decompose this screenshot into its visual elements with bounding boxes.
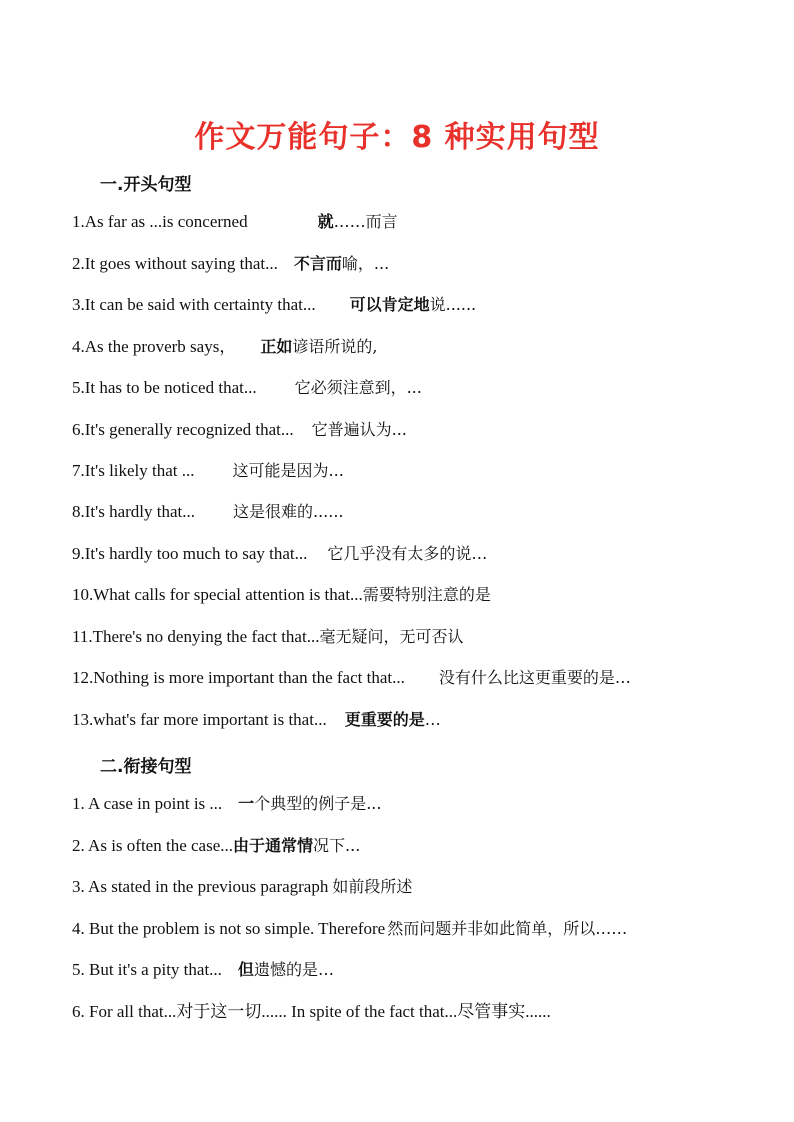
sentence-zh-bold: 更重要的是 [344, 710, 425, 729]
sentence-zh: 它几乎没有太多的说… [327, 544, 488, 563]
sentence-zh: ……而言 [333, 212, 398, 231]
sentence-en: 2.It goes without saying that... [72, 254, 278, 273]
list-item [72, 253, 389, 275]
sentence-en: 4. But the problem is not so simple. Therefore [72, 919, 386, 938]
sentence-en: 13.what's far more important is that... [72, 710, 327, 729]
sentence-en: 7.It's likely that ... [72, 461, 195, 480]
sentence-en: 11.There's no denying the fact that... [72, 627, 320, 646]
sentence-en: 2. As is often the case... [72, 836, 233, 855]
sentence-en: 8.It's hardly that... [72, 502, 195, 521]
list-item [72, 959, 334, 981]
sentence-zh: 个典型的例子是... [254, 794, 382, 813]
sentence-zh: 遗憾的是… [253, 960, 334, 979]
sentence-zh: … [424, 710, 441, 729]
sentence-zh: 毫无疑问，无可否认 [319, 627, 464, 646]
list-item [72, 294, 476, 316]
list-item [72, 1001, 551, 1023]
sentence-zh: 喻，... [341, 254, 390, 273]
list-item [72, 543, 487, 565]
list-item [72, 460, 344, 482]
sentence-en: 9.It's hardly too much to say that... [72, 544, 308, 563]
sentence-zh-bold: 正如 [260, 337, 293, 356]
list-item [72, 501, 344, 523]
list-item [72, 876, 412, 898]
sentence-zh: 它必须注意到，... [294, 378, 422, 397]
sentence-zh: 没有什么比这更重要的是… [438, 668, 631, 687]
sentence-zh-bold: 不言而 [293, 254, 342, 273]
sentence-zh: 况下... [313, 836, 361, 855]
sentence-en: 1.As far as ...is concerned [72, 212, 248, 231]
sentence-en: 1. A case in point is ... [72, 794, 223, 813]
sentence-zh: 这可能是因为... [232, 461, 344, 480]
sentence-zh-bold: 一 [238, 794, 255, 813]
list-item [72, 667, 631, 689]
list-item [72, 626, 463, 648]
sentence-en: 3.It can be said with certainty that... [72, 295, 316, 314]
section-heading-transition: 二.衔接句型 [100, 757, 192, 777]
sentence-en: 12.Nothing is more important than the fact that... [72, 668, 405, 687]
sentence-en: 6.It's generally recognized that... [72, 420, 294, 439]
sentence-zh-bold: 就 [317, 212, 334, 231]
list-item [72, 211, 398, 233]
sentence-zh: 它普遍认为... [311, 420, 407, 439]
sentence-zh: 这是很难的...... [232, 502, 344, 521]
sentence-zh: 说...... [429, 295, 477, 314]
sentence-zh: 谚语所说的, [292, 337, 378, 356]
list-item [72, 709, 441, 731]
sentence-zh-bold: 由于通常情 [233, 836, 314, 855]
sentence-zh: 然而问题并非如此简单，所以…… [387, 919, 628, 938]
sentence-en: 6. For all that...对于这一切...... In spite of the fact that...尽管事实...... [72, 1002, 551, 1021]
sentence-en: 5.It has to be noticed that... [72, 378, 257, 397]
sentence-zh: 需要特别注意的是 [362, 585, 491, 604]
sentence-en: 4.As the proverb says， [72, 337, 237, 356]
sentence-zh-bold: 但 [237, 960, 254, 979]
sentence-zh-bold: 可以肯定地 [349, 295, 430, 314]
list-item [72, 835, 360, 857]
sentence-en: 3. As stated in the previous paragraph [72, 877, 329, 896]
list-item [72, 918, 627, 940]
sentence-en: 10.What calls for special attention is that... [72, 585, 363, 604]
section-heading-opening: 一.开头句型 [100, 175, 192, 195]
list-item [72, 584, 491, 606]
page-title: 作文万能句子：8 种实用句型 [194, 120, 600, 155]
sentence-zh: 如前段所述 [332, 877, 413, 896]
sentence-en: 5. But it's a pity that... [72, 960, 222, 979]
list-item [72, 419, 407, 441]
list-item [72, 336, 377, 358]
list-item [72, 793, 381, 815]
list-item [72, 377, 422, 399]
